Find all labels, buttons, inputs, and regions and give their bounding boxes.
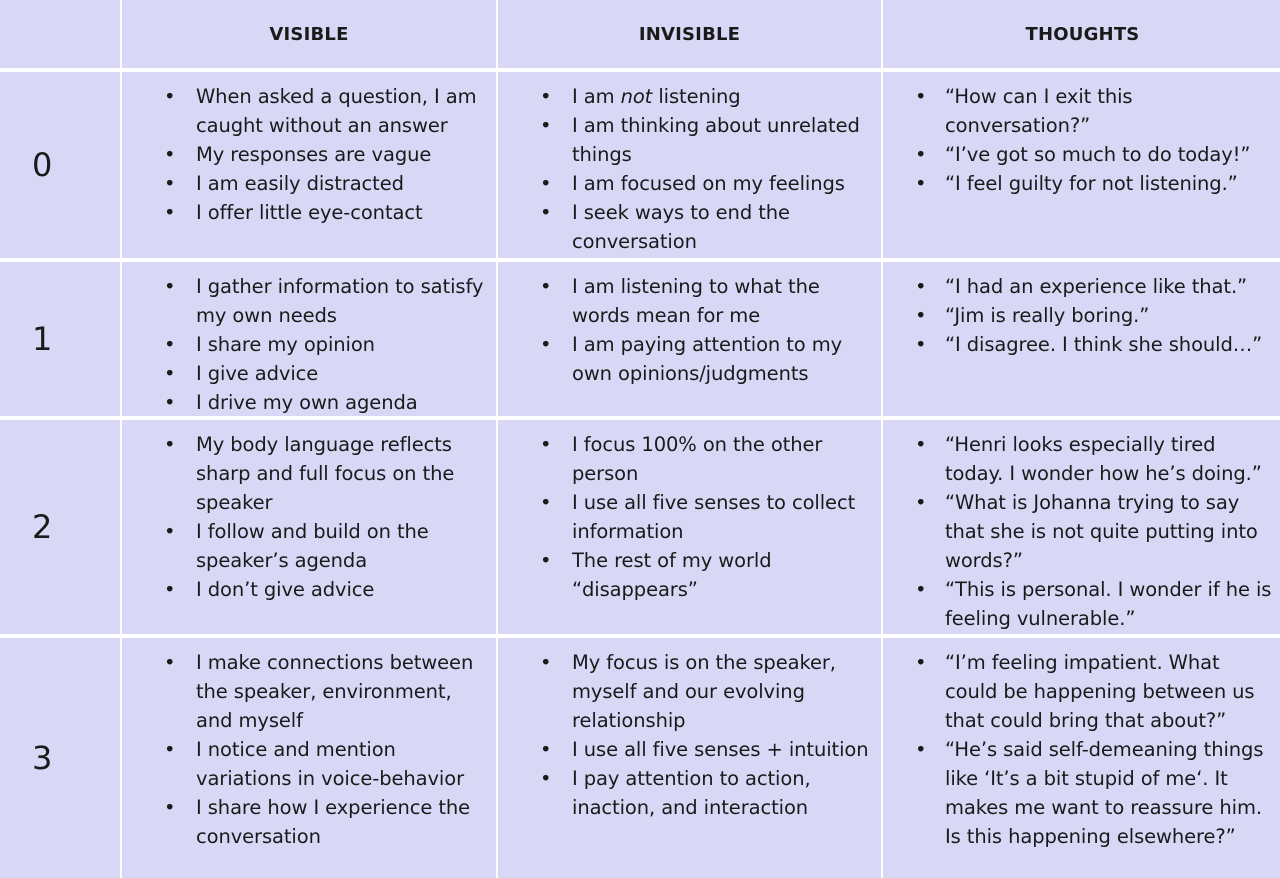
list-item: • I am paying attention to my own opinions/judgments [540,333,843,385]
list-item: • I am not listening [540,85,741,108]
list-item: • I use all five senses + intuition [540,738,869,761]
list-item: • My focus is on the speaker, myself and our evolving relationship [540,651,836,732]
level-1: 1 [0,262,120,416]
list-item: • “Jim is really boring.” [915,304,1150,327]
level-3: 3 [0,638,120,878]
emphasis-not: not [620,85,653,108]
list-item: • I am listening to what the words mean for me [540,275,820,327]
list-item: • I seek ways to end the conversation [540,201,790,253]
list-item: • I use all five senses to collect information [540,491,856,543]
level-0: 0 [0,72,120,258]
row-1-invisible [498,262,881,416]
list-item: • I make connections between the speaker, environment, and myself [164,651,474,732]
list-item: • “He’s said self-demeaning things like ‘It’s a bit stupid of me‘. It makes me want to reassure him. Is this happening elsewhere?” [915,738,1264,848]
row-2-thoughts [883,420,1280,634]
list-item: • My body language reflects sharp and full focus on the speaker [164,433,455,514]
list-item: • I am easily distracted [164,172,404,195]
list-item: • “I’m feeling impatient. What could be happening between us that could bring that about?” [915,651,1255,732]
row-2-invisible [498,420,881,634]
header-invisible: INVISIBLE [498,0,881,68]
header-thoughts: THOUGHTS [883,0,1280,68]
list-item: • I share my opinion [164,333,375,356]
list-item: • “I had an experience like that.” [915,275,1248,298]
list-item: • I give advice [164,362,319,385]
header-visible: VISIBLE [122,0,496,68]
list-item: • I share how I experience the conversation [164,796,471,848]
list-item: • My responses are vague [164,143,432,166]
list-item: • “What is Johanna trying to say that she is not quite putting into words?” [915,491,1258,572]
list-item: • “I feel guilty for not listening.” [915,172,1238,195]
list-item: • “This is personal. I wonder if he is feeling vulnerable.” [915,578,1272,630]
row-3-visible [122,638,496,878]
row-0-visible [122,72,496,258]
row-0-invisible [498,72,881,258]
row-3-invisible [498,638,881,878]
list-item: • I notice and mention variations in voice-behavior [164,738,464,790]
list-item: • I gather information to satisfy my own needs [164,275,484,327]
list-item: • “Henri looks especially tired today. I wonder how he’s doing.” [915,433,1262,485]
list-item: • I focus 100% on the other person [540,433,823,485]
list-item: • “How can I exit this conversation?” [915,85,1133,137]
level-2: 2 [0,420,120,634]
list-item: • I follow and build on the speaker’s agenda [164,520,429,572]
row-1-visible [122,262,496,416]
list-item: • When asked a question, I am caught without an answer [164,85,477,137]
row-2-visible [122,420,496,634]
list-item: • I am thinking about unrelated things [540,114,860,166]
header-corner [0,0,120,68]
list-item: • I offer little eye-contact [164,201,423,224]
row-0-thoughts [883,72,1280,258]
list-item: • I pay attention to action, inaction, and interaction [540,767,811,819]
list-item: • “I’ve got so much to do today!” [915,143,1251,166]
row-3-thoughts [883,638,1280,878]
list-item: • “I disagree. I think she should…” [915,333,1263,356]
list-item: • I drive my own agenda [164,391,418,414]
list-item: • I am focused on my feelings [540,172,845,195]
list-item: • I don’t give advice [164,578,375,601]
list-item: • The rest of my world “disappears” [540,549,772,601]
row-1-thoughts [883,262,1280,416]
